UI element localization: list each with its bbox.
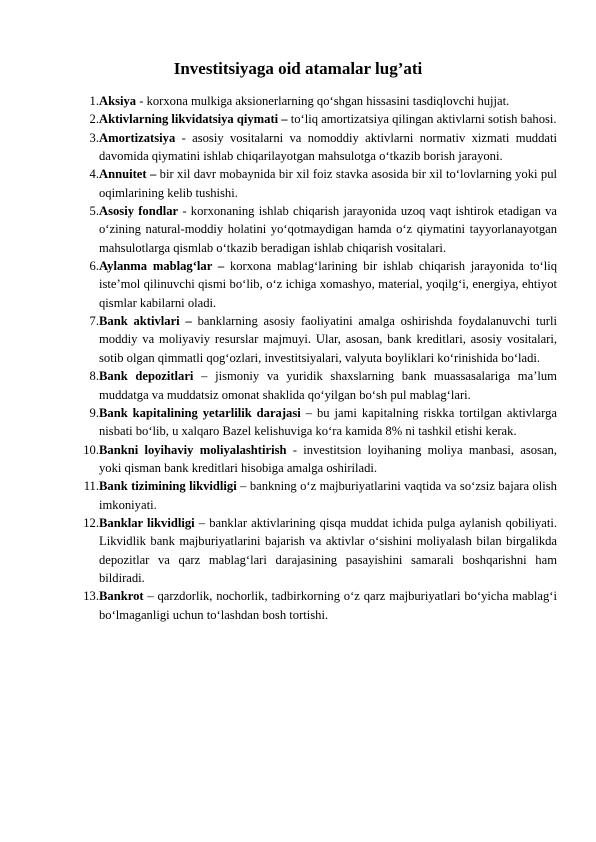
glossary-item (74, 92, 557, 110)
item-term: Banklar likvidligi (99, 515, 195, 530)
item-number: 4. (89, 167, 99, 182)
glossary-item (74, 404, 557, 441)
item-term: Bankni loyihaviy moliyalashtirish (99, 442, 287, 457)
item-definition: – bankning o‘z majburiyatlarini vaqtida va so‘zsiz bajara olish imkoniyati. (99, 479, 557, 512)
item-term: Bank aktivlari – (99, 314, 192, 329)
glossary-list (74, 92, 557, 624)
item-definition: – jismoniy va yuridik shaxslarning bank muassasalariga ma’lum muddatga va muddatsiz omonat shaklida qo‘yilgan bo‘sh pul mablag‘lari. (99, 369, 557, 402)
item-definition: banklarning asosiy faoliyatini amalga oshirishda foydalanuvchi turli moddiy va moliyaviy resurslar majmuyi. Ular, asosan, bank kreditlari, asosiy vositalari, sotib olgan qimmatli qog‘ozlari, investitsiyalari, valyuta boyliklari ko‘rinishida bo‘ladi. (99, 314, 557, 365)
item-number: 10. (83, 442, 99, 457)
item-term: Bank depozitlari (99, 369, 194, 384)
item-number: 12. (83, 515, 99, 530)
item-term: Bankrot (99, 589, 144, 604)
item-term: Aylanma mablag‘lar – (99, 259, 225, 274)
item-number: 8. (89, 369, 99, 384)
glossary-item (74, 165, 557, 202)
item-term: Bank kapitalining yetarlilik darajasi (99, 405, 301, 420)
item-number: 2. (89, 112, 99, 127)
item-term: Aktivlarning likvidatsiya qiymati – (99, 112, 288, 127)
item-term: Asosiy fondlar (99, 204, 179, 219)
item-definition: korxona mablag‘larining bir ishlab chiqarish jarayonida to‘liq iste’mol qilinuvchi qismi bo‘lib, o‘z ichiga xomashyo, material, yoqilg‘i, energiya, ehtiyot qismlar kabilarni oladi. (99, 259, 557, 310)
item-term: Bank tizimining likvidligi (99, 479, 237, 494)
item-definition: – banklar aktivlarining qisqa muddat ichida pulga aylanish qobiliyati. Likvidlik bank majburiyatlarini bajarish va aktivlar o‘sishini moliyalash bilan birgalikda depozitlar va qarz mablag‘lari darajasining pasayishini samarali boshqarishni ham bildiradi. (99, 515, 557, 585)
glossary-item (74, 110, 557, 128)
item-number: 11. (83, 479, 99, 494)
glossary-item (74, 202, 557, 257)
item-number: 9. (89, 405, 99, 420)
item-number: 13. (83, 589, 99, 604)
item-number: 3. (89, 130, 99, 145)
item-number: 1. (89, 94, 99, 108)
item-number: 6. (89, 259, 99, 274)
item-number: 7. (89, 314, 99, 329)
item-definition: - korxona mulkiga aksionerlarning qo‘shgan hissasini tasdiqlovchi hujjat. (136, 94, 510, 108)
glossary-item (74, 367, 557, 404)
glossary-item (74, 587, 557, 624)
item-term: Aksiya (99, 94, 137, 108)
item-definition: bir xil davr mobaynida bir xil foiz stavka asosida bir xil to‘lovlarning yoki pul oqimlarining kelib tushishi. (99, 167, 557, 200)
item-number: 5. (89, 204, 99, 219)
item-definition: - investitsion loyihaning moliya manbasi, asosan, yoki qisman bank kreditlari hisobiga amalga oshiriladi. (99, 442, 557, 475)
glossary-item (74, 514, 557, 587)
glossary-item (74, 129, 557, 166)
glossary-item (74, 477, 557, 514)
item-definition: – qarzdorlik, nochorlik, tadbirkorning o‘z qarz majburiyatlari bo‘yicha mablag‘i bo‘lmaganligi uchun to‘lashdan bosh tortishi. (99, 589, 557, 622)
glossary-item (74, 441, 557, 478)
page-title: Investitsiyaga oid atamalar lug’ati (173, 59, 423, 78)
item-definition: - korxonaning ishlab chiqarish jarayonida uzoq vaqt ishtirok etadigan va o‘zining natural-moddiy holatini yo‘qotmaydigan hamda o‘z qiymatini tayyorlanayotgan mahsulotlarga qismlab o‘tkazib beradigan ishlab chiqarish vositalari. (99, 204, 557, 255)
glossary-item (74, 312, 557, 367)
item-term: Annuitet – (99, 167, 157, 182)
item-definition: to‘liq amortizatsiya qilingan aktivlarni sotish bahosi. (287, 112, 557, 127)
item-definition: – bu jami kapitalning riskka tortilgan aktivlarga nisbati bo‘lib, u xalqaro Bazel kelishuviga ko‘ra kamida 8% ni tashkil etishi kerak. (99, 405, 558, 439)
item-definition: - asosiy vositalarni va nomoddiy aktivlarni normativ xizmati muddati davomida qiymatini ishlab chiqarilayotgan mahsulotga o‘tkazib borish jarayoni. (99, 130, 557, 164)
item-term: Amortizatsiya (99, 130, 176, 145)
glossary-item (74, 257, 557, 312)
